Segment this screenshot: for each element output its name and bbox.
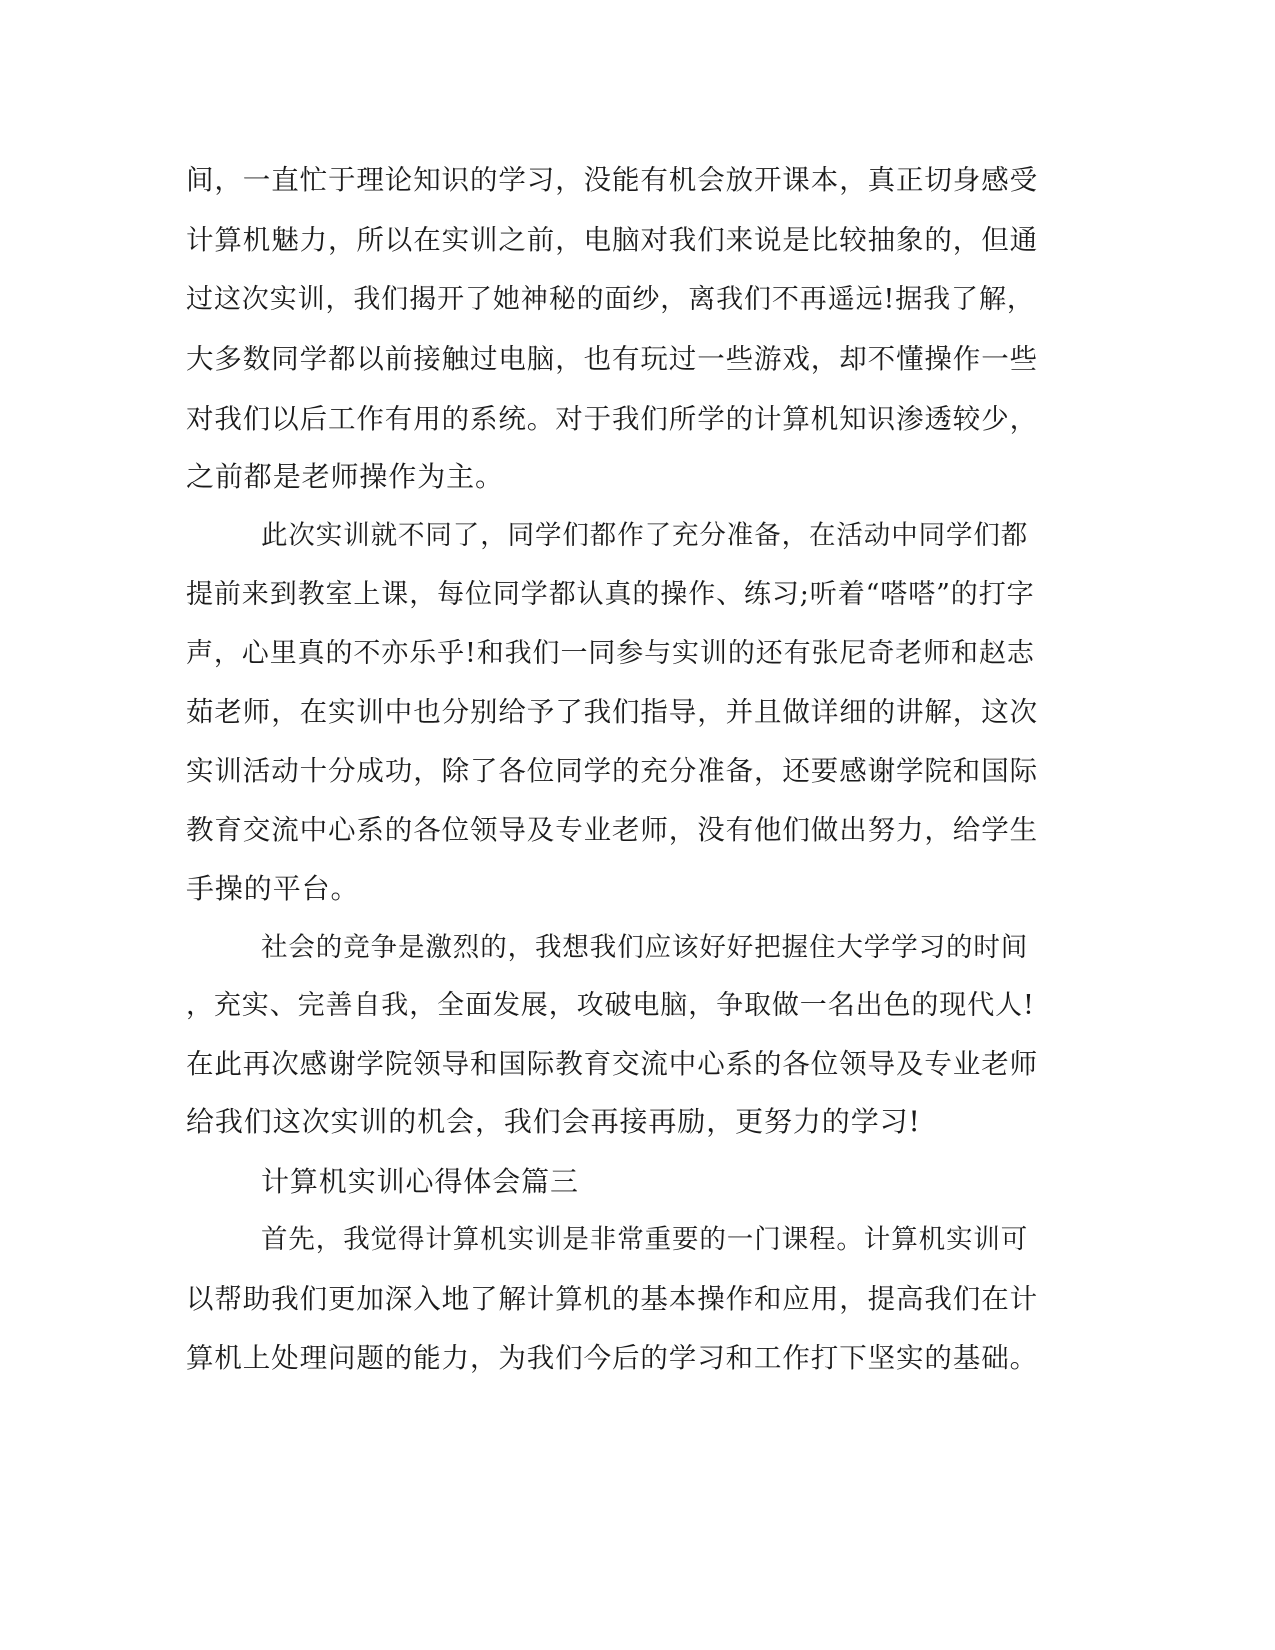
text-line: 过这次实训，我们揭开了她神秘的面纱，离我们不再遥远!据我了解， <box>186 284 1035 315</box>
text-line: 声，心里真的不亦乐乎!和我们一同参与实训的还有张尼奇老师和赵志 <box>186 638 1035 669</box>
text-line: 间，一直忙于理论知识的学习，没能有机会放开课本，真正切身感受 <box>186 164 1038 196</box>
section-heading: 计算机实训心得体会篇三 <box>261 1165 579 1198</box>
text-line: 提前来到教室上课，每位同学都认真的操作、练习;听着“嗒嗒”的打字 <box>186 579 1035 610</box>
paragraph-first-line: 社会的竞争是激烈的，我想我们应该好好把握住大学学习的时间 <box>261 932 1029 963</box>
paragraph-first-line: 此次实训就不同了，同学们都作了充分准备，在活动中同学们都 <box>261 520 1029 551</box>
text-line: 教育交流中心系的各位领导及专业老师，没有他们做出努力，给学生 <box>186 814 1038 846</box>
text-line: 茹老师，在实训中也分别给予了我们指导，并且做详细的讲解，这次 <box>186 696 1038 728</box>
text-line: 之前都是老师操作为主。 <box>186 460 504 493</box>
text-line: 对我们以后工作有用的系统。对于我们所学的计算机知识渗透较少， <box>186 403 1038 435</box>
text-line: 给我们这次实训的机会，我们会再接再励，更努力的学习! <box>186 1105 921 1138</box>
paragraph-first-line: 首先，我觉得计算机实训是非常重要的一门课程。计算机实训可 <box>261 1224 1029 1255</box>
text-line: 计算机魅力，所以在实训之前，电脑对我们来说是比较抽象的，但通 <box>186 224 1038 256</box>
text-line: 实训活动十分成功，除了各位同学的充分准备，还要感谢学院和国际 <box>186 755 1038 787</box>
text-line: ，充实、完善自我，全面发展，攻破电脑，争取做一名出色的现代人! <box>186 990 1035 1021</box>
text-line: 算机上处理问题的能力，为我们今后的学习和工作打下坚实的基础。 <box>186 1342 1038 1374</box>
text-line: 大多数同学都以前接触过电脑，也有玩过一些游戏，却不懂操作一些 <box>186 343 1038 375</box>
text-line: 手操的平台。 <box>186 872 360 905</box>
text-line: 以帮助我们更加深入地了解计算机的基本操作和应用，提高我们在计 <box>186 1283 1038 1315</box>
text-line: 在此再次感谢学院领导和国际教育交流中心系的各位领导及专业老师 <box>186 1048 1038 1080</box>
